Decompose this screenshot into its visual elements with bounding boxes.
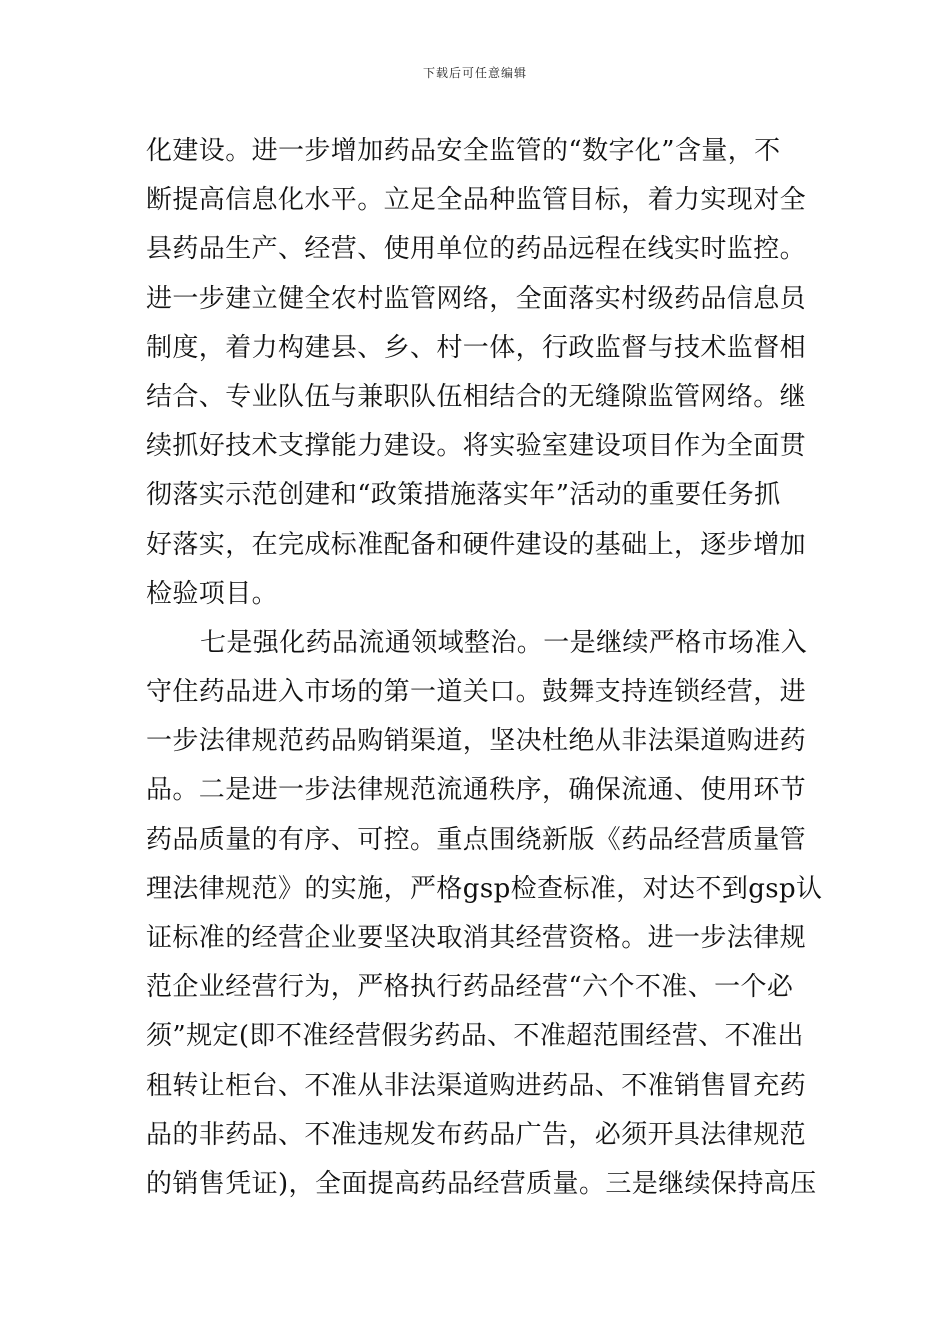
text-line: 化建设。进一步增加药品安全监管的“数字化”含量，不 xyxy=(146,136,781,166)
text-line: 进一步建立健全农村监管网络，全面落实村级药品信息员 xyxy=(146,283,807,314)
text-line: 租转让柜台、不准从非法渠道购进药品、不准销售冒充药 xyxy=(146,1070,807,1101)
text-line: 制度，着力构建县、乡、村一体，行政监督与技术监督相 xyxy=(146,332,807,363)
page-header: 下载后可任意编辑 xyxy=(422,66,527,80)
text-line: 证标准的经营企业要坚决取消其经营资格。进一步法律规 xyxy=(146,923,807,953)
text-line: 结合、专业队伍与兼职队伍相结合的无缝隙监管网络。继 xyxy=(146,381,807,412)
text-line: 守住药品进入市场的第一道关口。鼓舞支持连锁经营，进 xyxy=(146,677,807,708)
text-line: 彻落实示范创建和“政策措施落实年”活动的重要任务抓 xyxy=(146,480,781,511)
body-text xyxy=(146,127,823,1209)
text-line: 品。二是进一步法律规范流通秩序，确保流通、使用环节 xyxy=(146,775,807,806)
text-line: 理法律规范》的实施，严格gsp检查标准，对达不到gsp认 xyxy=(146,873,823,904)
text-line: 一步法律规范药品购销渠道，坚决杜绝从非法渠道购进药 xyxy=(146,726,807,757)
text-line: 药品质量的有序、可控。重点围绕新版《药品经营质量管 xyxy=(146,824,807,855)
paragraph-start-line: 七是强化药品流通领域整治。一是继续严格市场准入 xyxy=(200,627,808,658)
text-line: 好落实，在完成标准配备和硬件建设的基础上，逐步增加 xyxy=(146,529,807,560)
text-line: 检验项目。 xyxy=(146,578,279,609)
text-line: 断提高信息化水平。立足全品种监管目标，着力实现对全 xyxy=(146,185,807,216)
text-line: 的销售凭证)，全面提高药品经营质量。三是继续保持高压 xyxy=(146,1168,817,1199)
text-line: 县药品生产、经营、使用单位的药品远程在线实时监控。 xyxy=(146,234,807,265)
text-line: 续抓好技术支撑能力建设。将实验室建设项目作为全面贯 xyxy=(146,431,807,462)
text-line: 须”规定(即不准经营假劣药品、不准超范围经营、不准出 xyxy=(146,1021,804,1052)
text-line: 品的非药品、不准违规发布药品广告，必须开具法律规范 xyxy=(146,1119,807,1150)
text-line: 范企业经营行为，严格执行药品经营“六个不准、一个必 xyxy=(146,972,794,1003)
